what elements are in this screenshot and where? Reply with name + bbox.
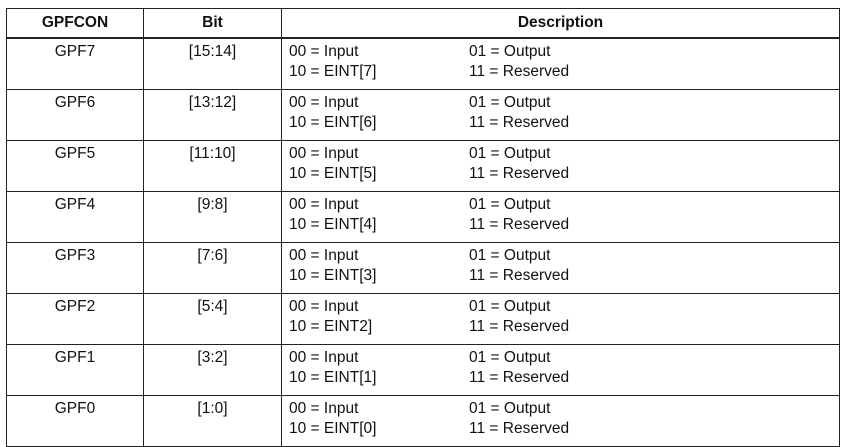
mode-option: 11 = Reserved bbox=[469, 216, 570, 233]
bit-range-cell: [1:0] bbox=[144, 396, 282, 447]
table-row bbox=[7, 141, 840, 192]
description-line bbox=[289, 93, 839, 113]
description-cell bbox=[282, 90, 840, 141]
mode-option: 01 = Output bbox=[469, 400, 551, 417]
pin-name-cell: GPF7 bbox=[7, 38, 144, 90]
description-line bbox=[289, 215, 839, 235]
mode-option: 11 = Reserved bbox=[469, 114, 570, 131]
table-row bbox=[7, 90, 840, 141]
table-row bbox=[7, 396, 840, 447]
mode-option: 11 = Reserved bbox=[469, 369, 570, 386]
table-body bbox=[7, 38, 840, 447]
mode-option: 11 = Reserved bbox=[469, 420, 570, 437]
pin-name-cell: GPF3 bbox=[7, 243, 144, 294]
mode-option: 01 = Output bbox=[469, 298, 551, 315]
mode-option: 11 = Reserved bbox=[469, 165, 570, 182]
description-cell bbox=[282, 243, 840, 294]
header-row bbox=[7, 9, 840, 39]
pin-name-cell: GPF2 bbox=[7, 294, 144, 345]
mode-option: 11 = Reserved bbox=[469, 318, 570, 335]
mode-option: 00 = Input bbox=[289, 247, 359, 264]
mode-option: 10 = EINT2] bbox=[289, 318, 373, 335]
bit-range-cell: [9:8] bbox=[144, 192, 282, 243]
mode-option: 01 = Output bbox=[469, 94, 551, 111]
bit-range-cell: [7:6] bbox=[144, 243, 282, 294]
description-line bbox=[289, 113, 839, 133]
pin-name-cell: GPF5 bbox=[7, 141, 144, 192]
mode-option: 10 = EINT[5] bbox=[289, 165, 377, 182]
mode-option: 00 = Input bbox=[289, 349, 359, 366]
mode-option: 01 = Output bbox=[469, 349, 551, 366]
mode-option: 11 = Reserved bbox=[469, 267, 570, 284]
table-header bbox=[7, 9, 840, 39]
header-description: Description bbox=[282, 9, 840, 39]
mode-option: 00 = Input bbox=[289, 298, 359, 315]
mode-option: 01 = Output bbox=[469, 43, 551, 60]
description-line bbox=[289, 297, 839, 317]
table-row bbox=[7, 38, 840, 90]
description-cell bbox=[282, 38, 840, 90]
mode-option: 10 = EINT[0] bbox=[289, 420, 377, 437]
description-line bbox=[289, 368, 839, 388]
description-cell bbox=[282, 396, 840, 447]
mode-option: 00 = Input bbox=[289, 145, 359, 162]
mode-option: 10 = EINT[3] bbox=[289, 267, 377, 284]
mode-option: 10 = EINT[4] bbox=[289, 216, 377, 233]
description-line bbox=[289, 399, 839, 419]
description-cell bbox=[282, 294, 840, 345]
mode-option: 01 = Output bbox=[469, 196, 551, 213]
mode-option: 00 = Input bbox=[289, 196, 359, 213]
mode-option: 01 = Output bbox=[469, 145, 551, 162]
table-row bbox=[7, 243, 840, 294]
description-line bbox=[289, 419, 839, 439]
mode-option: 01 = Output bbox=[469, 247, 551, 264]
pin-name-cell: GPF4 bbox=[7, 192, 144, 243]
description-line bbox=[289, 195, 839, 215]
description-cell bbox=[282, 345, 840, 396]
bit-range-cell: [3:2] bbox=[144, 345, 282, 396]
description-cell bbox=[282, 192, 840, 243]
mode-option: 10 = EINT[6] bbox=[289, 114, 377, 131]
pin-name-cell: GPF1 bbox=[7, 345, 144, 396]
mode-option: 10 = EINT[1] bbox=[289, 369, 377, 386]
table-row bbox=[7, 294, 840, 345]
description-line bbox=[289, 266, 839, 286]
mode-option: 10 = EINT[7] bbox=[289, 63, 377, 80]
description-line bbox=[289, 144, 839, 164]
mode-option: 11 = Reserved bbox=[469, 63, 570, 80]
description-line bbox=[289, 42, 839, 62]
header-gpfcon: GPFCON bbox=[7, 9, 144, 39]
description-line bbox=[289, 164, 839, 184]
description-line bbox=[289, 246, 839, 266]
bit-range-cell: [15:14] bbox=[144, 38, 282, 90]
description-line bbox=[289, 317, 839, 337]
bit-range-cell: [11:10] bbox=[144, 141, 282, 192]
description-line bbox=[289, 348, 839, 368]
bit-range-cell: [5:4] bbox=[144, 294, 282, 345]
gpfcon-register-table bbox=[6, 8, 840, 447]
pin-name-cell: GPF6 bbox=[7, 90, 144, 141]
mode-option: 00 = Input bbox=[289, 43, 359, 60]
description-cell bbox=[282, 141, 840, 192]
mode-option: 00 = Input bbox=[289, 94, 359, 111]
pin-name-cell: GPF0 bbox=[7, 396, 144, 447]
mode-option: 00 = Input bbox=[289, 400, 359, 417]
table-row bbox=[7, 345, 840, 396]
description-line bbox=[289, 62, 839, 82]
header-bit: Bit bbox=[144, 9, 282, 39]
bit-range-cell: [13:12] bbox=[144, 90, 282, 141]
table-row bbox=[7, 192, 840, 243]
